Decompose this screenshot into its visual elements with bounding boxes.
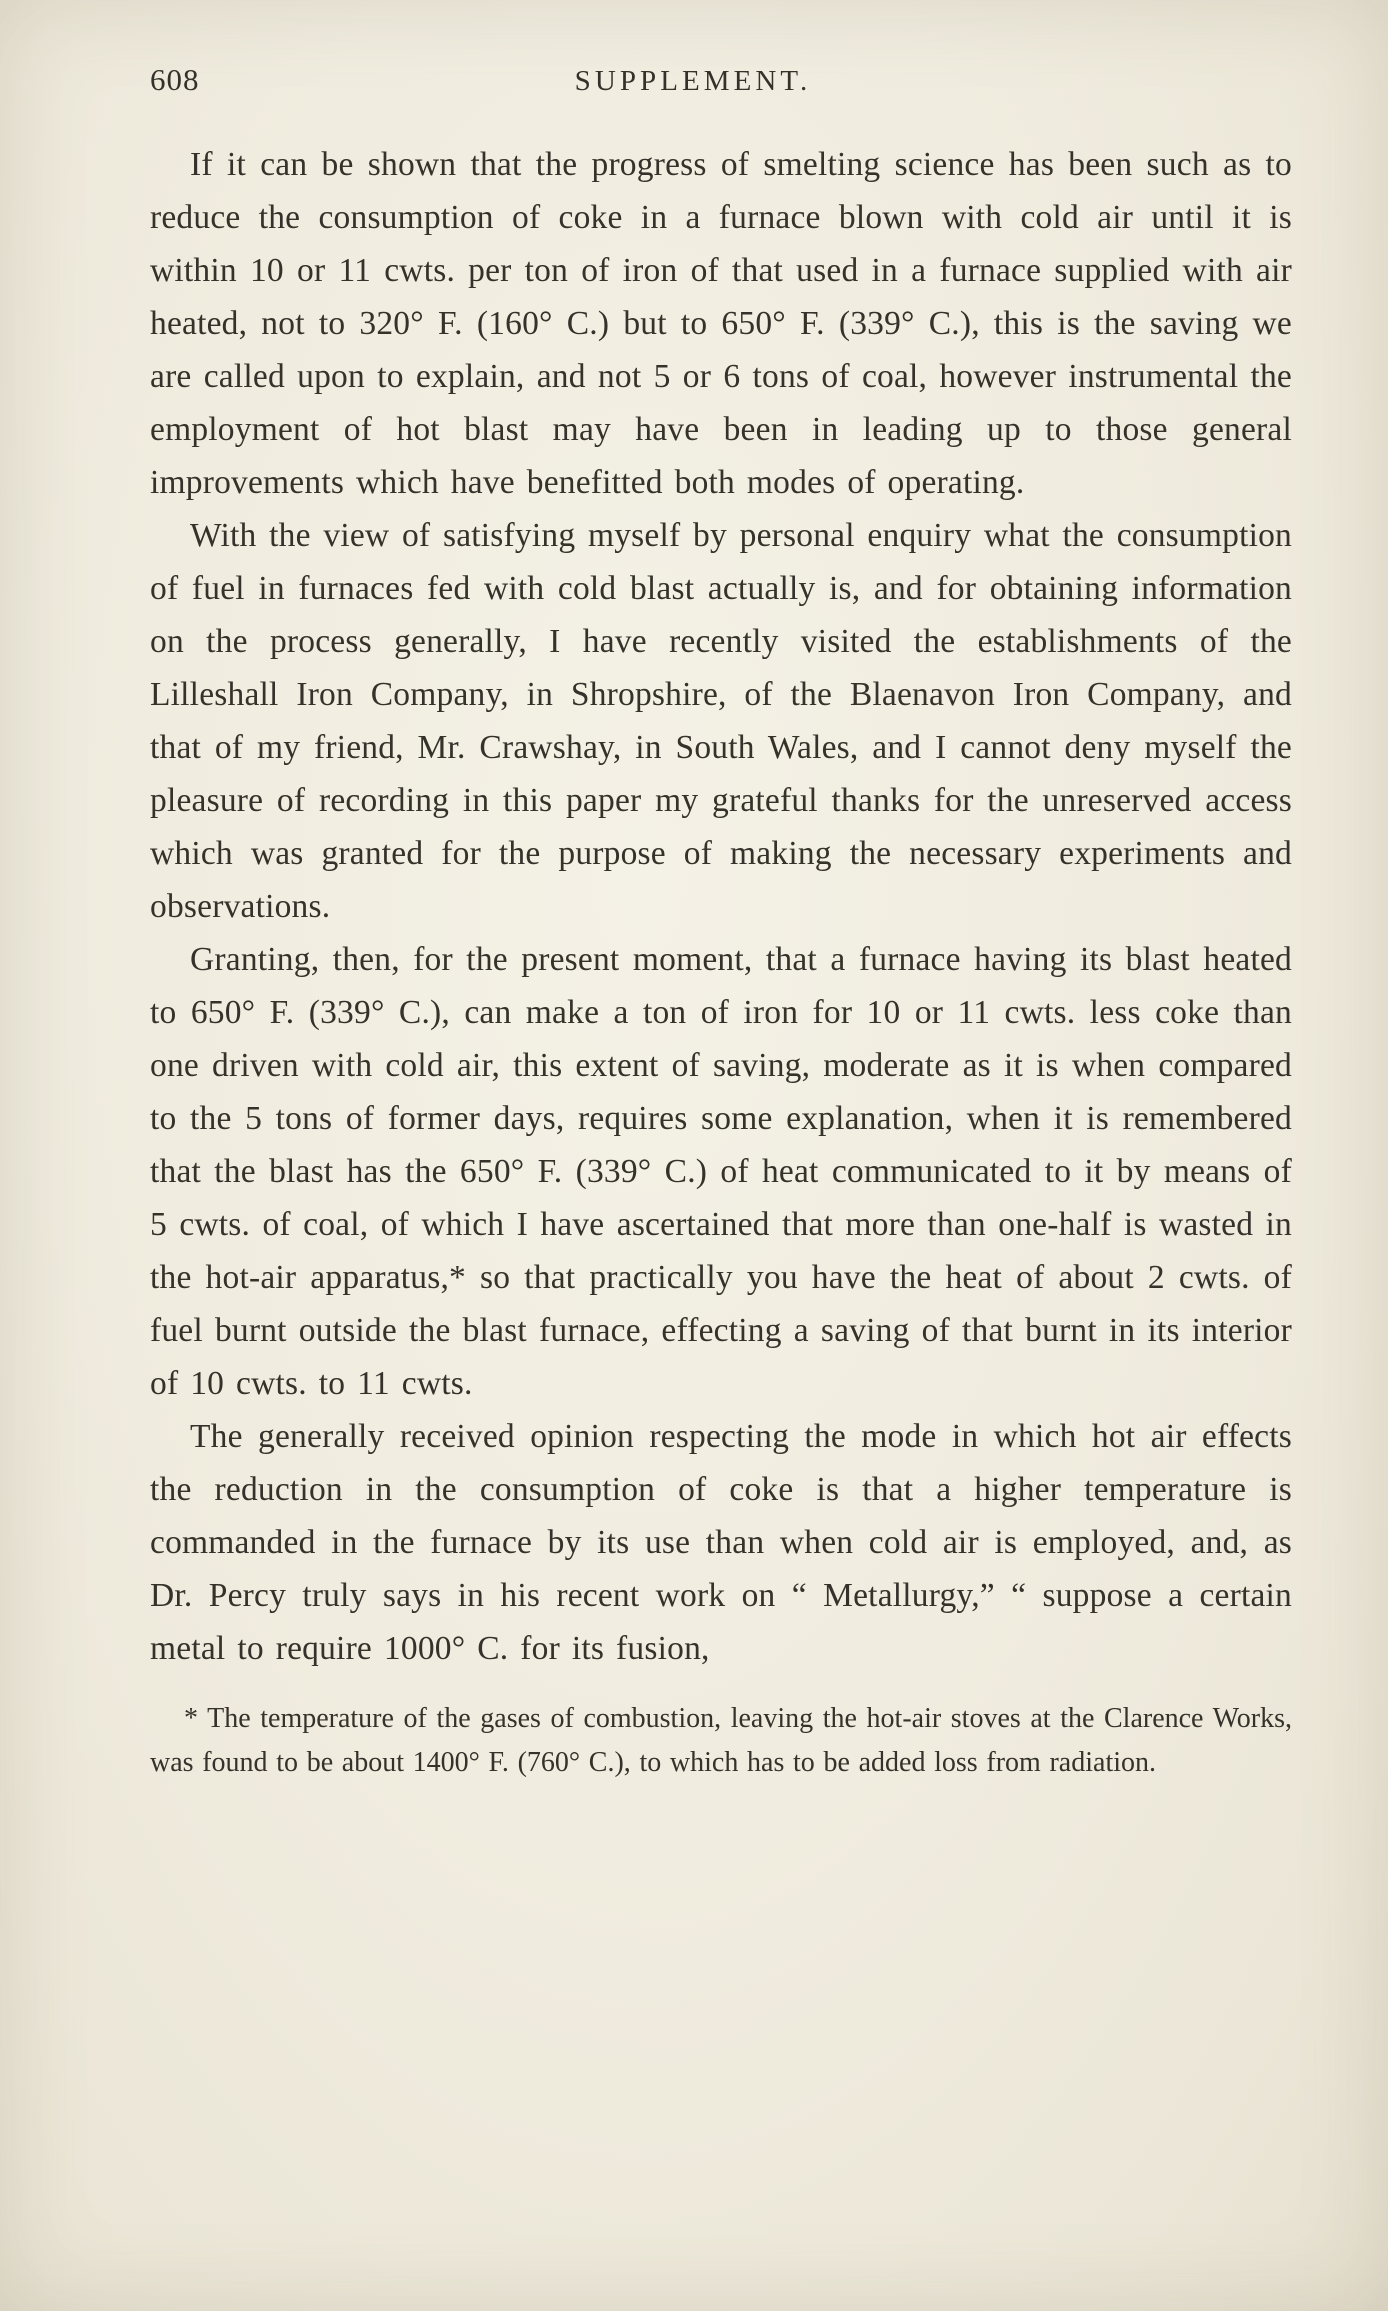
paragraph-2: With the view of satisfying myself by personal enquiry what the consumption of fuel in furnaces fed with cold blast actually is, and for obtaining information on the process generally, I have recently visited the establishments of the Lilleshall Iron Company, in Shropshire, of the Blaenavon Iron Company, and that of my friend, Mr. Crawshay, in South Wales, and I cannot deny myself the pleasure of recording in this paper my grateful thanks for the unreserved access which was granted for the purpose of making the necessary experiments and observations. bbox=[150, 517, 1292, 925]
running-head bbox=[150, 62, 1292, 98]
footnote: * The temperature of the gases of combustion, leaving the hot-air stoves at the Clarence Works, was found to be about 1400° F. (760° C.), to which has to be added loss from radiation. bbox=[150, 1703, 1292, 1778]
page-number: 608 bbox=[150, 62, 200, 97]
paragraph-1: If it can be shown that the progress of smelting science has been such as to reduce the consumption of coke in a furnace blown with cold air until it is within 10 or 11 cwts. per ton of iron of that used in a furnace supplied with air heated, not to 320° F. (160° C.) but to 650° F. (339° C.), this is the saving we are called upon to explain, and not 5 or 6 tons of coal, however instrumental the employment of hot blast may have been in leading up to those general improvements which have benefitted both modes of operating. bbox=[150, 146, 1292, 501]
paragraph-4: The generally received opinion respecting the mode in which hot air effects the reduction in the consumption of coke is that a higher temperature is commanded in the furnace by its use than when cold air is employed, and, as Dr. Percy truly says in his recent work on “ Metallurgy,” “ suppose a certain metal to require 1000° C. for its fusion, bbox=[150, 1418, 1292, 1667]
running-header-title: SUPPLEMENT. bbox=[574, 65, 812, 97]
paragraph-3: Granting, then, for the present moment, that a furnace having its blast heated to 650° F. (339° C.), can make a ton of iron for 10 or 11 cwts. less coke than one driven with cold air, this extent of saving, moderate as it is when compared to the 5 tons of former days, requires some explanation, when it is remembered that the blast has the 650° F. (339° C.) of heat communicated to it by means of 5 cwts. of coal, of which I have ascertained that more than one-half is wasted in the hot-air apparatus,* so that practically you have the heat of about 2 cwts. of fuel burnt outside the blast furnace, effecting a saving of that burnt in its interior of 10 cwts. to 11 cwts. bbox=[150, 941, 1292, 1402]
page-body bbox=[150, 138, 1292, 1675]
